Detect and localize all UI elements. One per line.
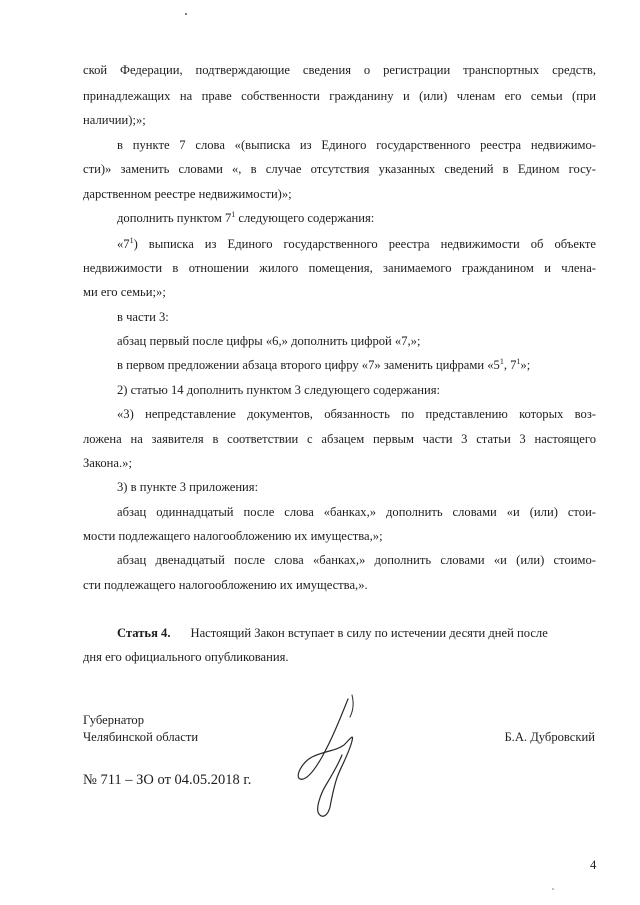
handwritten-signature xyxy=(292,693,367,823)
body-line: абзац первый после цифры «6,» дополнить цифрой «7,»; xyxy=(117,334,421,348)
superscript: 1 xyxy=(499,357,504,366)
body-line: мости подлежащего налогообложению их имущества,»; xyxy=(83,529,383,543)
body-line: дарственном реестре недвижимости)»; xyxy=(83,187,292,201)
article-4-line: дня его официального опубликования. xyxy=(83,650,289,664)
body-line: наличии);»; xyxy=(83,113,146,127)
body-text: »; xyxy=(520,358,531,372)
body-line: сти подлежащего налогообложению их имущества,». xyxy=(83,578,368,592)
body-text: в первом предложении абзаца второго цифру «7» заменить цифрами «5 xyxy=(117,358,500,372)
body-text: , 7 xyxy=(503,358,517,372)
article-4-text: Настоящий Закон вступает в силу по истечении десяти дней после xyxy=(190,626,548,640)
signature-position-line-2: Челябинской области xyxy=(83,730,199,744)
body-line xyxy=(117,236,596,252)
superscript: 1 xyxy=(516,357,521,366)
body-line: Закона.»; xyxy=(83,456,132,470)
article-4-label: Статья 4. xyxy=(117,626,171,640)
superscript: 1 xyxy=(231,210,236,219)
body-text: «7 xyxy=(117,237,130,251)
body-line: в части 3: xyxy=(117,310,169,324)
signatory-name: Б.А. Дубровский xyxy=(504,730,595,744)
superscript: 1 xyxy=(129,236,134,245)
body-line: абзац двенадцатый после слова «банках,» дополнить словами «и (или) стоимо- xyxy=(117,553,596,567)
body-line: 2) статью 14 дополнить пунктом 3 следующего содержания: xyxy=(117,383,440,397)
body-line: ложена на заявителя в соответствии с абзацем первым части 3 статьи 3 настоящего xyxy=(83,432,596,446)
body-line xyxy=(117,210,596,226)
body-line: ской Федерации, подтверждающие сведения о регистрации транспортных средств, xyxy=(83,63,596,77)
body-text: следующего содержания: xyxy=(235,211,375,225)
document-number: № 711 – ЗО от 04.05.2018 г. xyxy=(83,772,252,788)
article-4-line xyxy=(117,625,596,641)
body-text: дополнить пунктом 7 xyxy=(117,211,232,225)
body-line: ми его семьи;»; xyxy=(83,285,166,299)
body-line: «3) непредставление документов, обязанность по представлению которых воз- xyxy=(117,407,596,421)
body-line: сти)» заменить словами «, в случае отсутствия указанных сведений в Едином госу- xyxy=(83,162,596,176)
body-line: абзац одиннадцатый после слова «банках,» дополнить словами «и (или) стои- xyxy=(117,505,596,519)
body-line: в пункте 7 слова «(выписка из Единого государственного реестра недвижимо- xyxy=(117,138,596,152)
body-line: принадлежащих на праве собственности гражданину и (или) членам его семьи (при xyxy=(83,89,596,103)
body-line xyxy=(117,357,596,373)
body-line: 3) в пункте 3 приложения: xyxy=(117,480,259,494)
body-text: ) выписка из Единого государственного реестра недвижимости об объекте xyxy=(133,237,596,251)
signature-position-line-1: Губернатор xyxy=(83,713,144,727)
body-line: недвижимости в отношении жилого помещения, занимаемого гражданином и члена- xyxy=(83,261,596,275)
page-number: 4 xyxy=(590,858,597,872)
